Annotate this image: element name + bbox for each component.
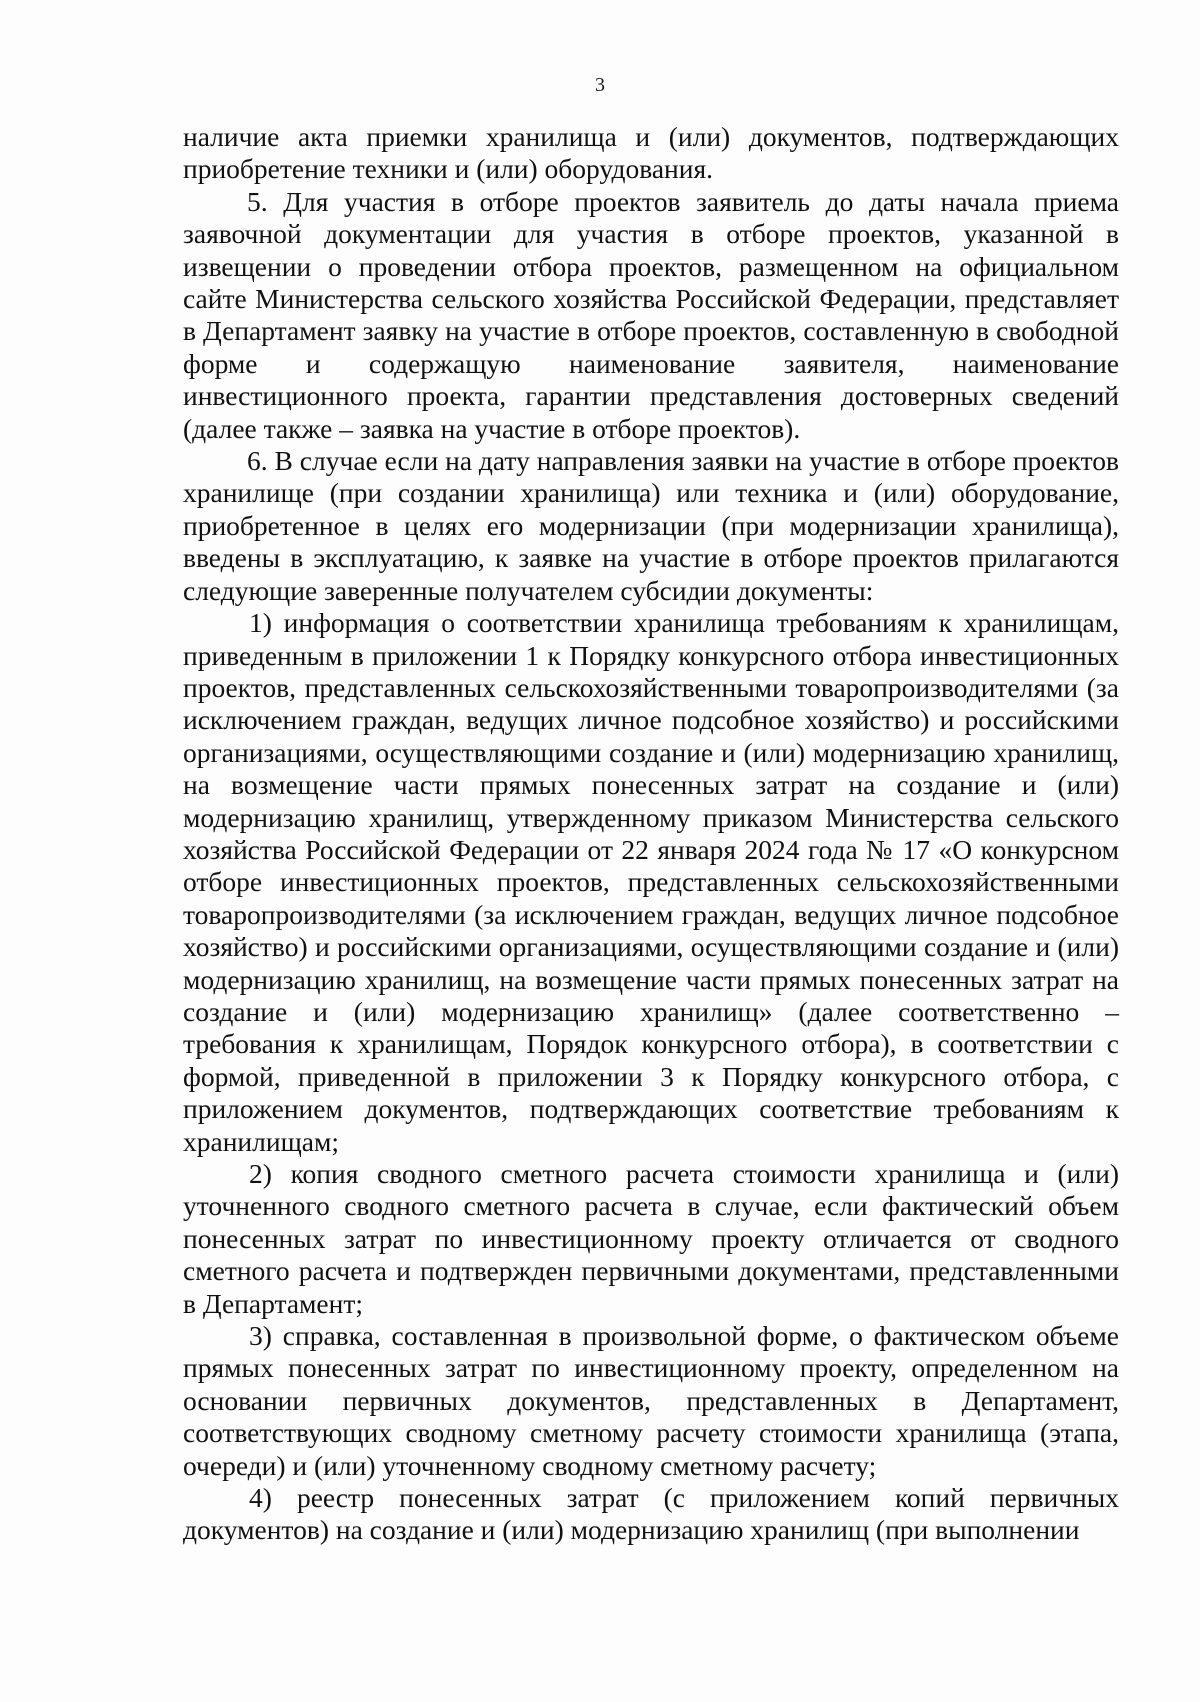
page-number: 3 bbox=[595, 74, 605, 96]
paragraph-subitem-2: 2) копия сводного сметного расчета стоимости хранилища и (или) уточненного сводного сметного расчета в случае, если фактический объем понесенных затрат по инвестиционному проекту отличается от сводного сметного расчета и подтвержден первичными документами, представленными в Департамент; bbox=[183, 1158, 1119, 1319]
paragraph-continuation: наличие акта приемки хранилища и (или) документов, подтверждающих приобретение техники и (или) оборудования. bbox=[183, 121, 1119, 185]
paragraph-subitem-3: 3) справка, составленная в произвольной форме, о фактическом объеме прямых понесенных затрат по инвестиционному проекту, определенном на основании первичных документов, представленных в Департамент, соответствующих сводному сметному расчету стоимости хранилища (этапа, очереди) и (или) уточненному сводному сметному расчету; bbox=[183, 1320, 1119, 1481]
paragraph-item-5: 5. Для участия в отборе проектов заявитель до даты начала приема заявочной документации для участия в отборе проектов, указанной в извещении о проведении отбора проектов, размещенном на официальном сайте Министерства сельского хозяйства Российской Федерации, представляет в Департамент заявку на участие в отборе проектов, составленную в свободной форме и содержащую наименование заявителя, наименование инвестиционного проекта, гарантии представления достоверных сведений (далее также – заявка на участие в отборе проектов). bbox=[183, 185, 1119, 444]
paragraph-item-6: 6. В случае если на дату направления заявки на участие в отборе проектов хранилище (при создании хранилища) или техника и (или) оборудование, приобретенное в целях его модернизации (при модернизации хранилища), введены в эксплуатацию, к заявке на участие в отборе проектов прилагаются следующие заверенные получателем субсидии документы: bbox=[183, 445, 1119, 606]
paragraph-subitem-1: 1) информация о соответствии хранилища требованиям к хранилищам, приведенным в приложении 1 к Порядку конкурсного отбора инвестиционных проектов, представленных сельскохозяйственными товаропроизводителями (за исключением граждан, ведущих личное подсобное хозяйство) и российскими организациями, осуществляющими создание и (или) модернизацию хранилищ, на возмещение части прямых понесенных затрат на создание и (или) модернизацию хранилищ, утвержденному приказом Министерства сельского хозяйства Российской Федерации от 22 января 2024 года № 17 «О конкурсном отборе инвестиционных проектов, представленных сельскохозяйственными товаропроизводителями (за исключением граждан, ведущих личное подсобное хозяйство) и российскими организациями, осуществляющими создание и (или) модернизацию хранилищ, на возмещение части прямых понесенных затрат на создание и (или) модернизацию хранилищ» (далее соответственно – требования к хранилищам, Порядок конкурсного отбора), в соответствии с формой, приведенной в приложении 3 к Порядку конкурсного отбора, с приложением документов, подтверждающих соответствие требованиям к хранилищам; bbox=[183, 607, 1119, 1157]
document-body bbox=[183, 121, 1119, 1547]
paragraph-subitem-4: 4) реестр понесенных затрат (с приложением копий первичных документов) на создание и (или) модернизацию хранилищ (при выполнении bbox=[183, 1482, 1119, 1546]
